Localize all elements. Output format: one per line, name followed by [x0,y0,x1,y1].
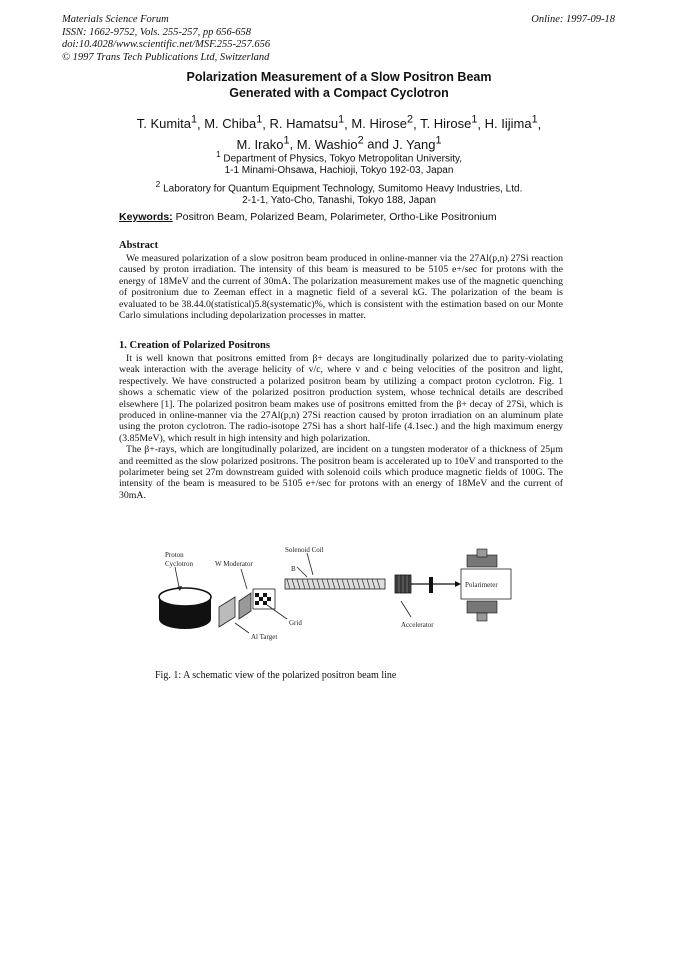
label-al-target: Al Target [251,633,278,641]
author: M. Hirose$^2$ [351,114,414,132]
abstract-heading: Abstract [119,240,159,251]
author: T. Kumita$^1$ [136,114,197,132]
journal-header [62,14,270,64]
beamline-figure [155,545,525,645]
section-1-paragraph-1: It is well known that positrons emitted from β+ decays are longitudinally polarized due to parity-violating weak interaction with the average helicity of v/c, where v and c being velocities of the positron and light, respectively. We have constructed a polarized positron beam by utilizing a compact proton cyclotron. Fig. 1 shows a schematic view of the polarized positron production system, whose technical details are described elsewhere [1]. The polarized positron beam makes use of positrons emitted from the β+ decay of 27Si, which is produced in online-manner via the 27Al(p,n) 27Si reaction caused by proton irradiation on an aluminum plate using the proton cyclotron. The radio-isotope 27Si has a short half-life (4.1sec.) and the high maximum energy (3.85MeV), which result in high intensity and high polarization. [119,353,563,444]
author: H. Iijima$^1$ [484,114,538,132]
author-list: T. Kumita$^1$, M. Chiba$^1$, R. Hamatsu$^1$, M. Hirose$^2$, T. Hirose$^1$, H. Iijima$^1$, M. Irako$^1$, M. Washio$^2$ and J. Yang$^1$ [136,114,542,152]
figure-caption: Fig. 1: A schematic view of the polarized positron beam line [155,670,397,681]
section-1-heading: 1. Creation of Polarized Positrons [119,340,270,351]
keywords-text: Positron Beam, Polarized Beam, Polarimeter, Ortho-Like Positronium [175,211,497,223]
cyclotron-icon [159,588,211,629]
label-solenoid-coil: Solenoid Coil [285,546,324,554]
label-grid: Grid [289,619,302,627]
abstract-body: We measured polarization of a slow positron beam produced in online-manner via the 27Al(p,n) 27Si reaction caused by proton irradiation. The intensity of this beam is measured to be 5105 e+/sec for protons with the energy of 18MeV and the current of 30mA. The polarization measurement makes use of the magnetic quenching of positronium due to Zeeman effect in a magnetic field of a several kG. The polarization of the beam is evaluated to be 38.44.0(statistical)5.8(systematic)%, which is consistent with the estimation based on our Monte Carlo simulations including depolarization processes in matter. [119,253,563,322]
keywords-label: Keywords: [119,211,173,223]
author: M. Chiba$^1$ [204,114,263,132]
label-accelerator: Accelerator [401,621,434,629]
author: R. Hamatsu$^1$ [269,114,345,132]
label-b-field: B [291,565,296,573]
accelerator-icon [395,575,411,593]
author: M. Irako$^1$ [236,134,290,152]
keywords [119,211,497,223]
doi[interactable]: doi:10.4028/www.scientific.net/MSF.255-257.656 [62,39,271,50]
label-w-moderator: W Moderator [215,560,253,568]
label-cyclotron: Cyclotron [165,560,193,568]
author: J. Yang$^1$ [392,134,442,152]
paper-title: Polarization Measurement of a Slow Positron Beam Generated with a Compact Cyclotron [186,70,492,100]
author: T. Hirose$^1$ [420,114,478,132]
affiliation-1: $^1$ Department of Physics, Tokyo Metropolitan University, 1-1 Minami-Ohsawa, Hachioji, Tokyo 192-03, Japan [215,149,463,177]
affiliation-2: $^2$ Laboratory for Quantum Equipment Technology, Sumitomo Heavy Industries, Ltd. 2-1-1, Yato-Cho, Tanashi, Tokyo 188, Japan [155,179,523,207]
issn: ISSN: 1662-9752, Vols. 255-257, pp 656-658 [62,26,251,38]
label-polarimeter: Polarimeter [465,581,498,589]
online-date: Online: 1997-09-18 [531,14,615,25]
grid-icon [253,589,275,609]
section-1-paragraph-2: The β+-rays, which are longitudinally polarized, are incident on a tungsten moderator of a thickness of 25μm and reemitted as the slow polarized positrons. The positron beam is accelerated up to 10eV and transported to the polarimeter being set 27m downstream guided with solenoid coils which produce magnetic fields of 100G. The intensity of the beam is measured to be 5105 e+/sec for protons with an energy of 18MeV and the current of 30mA. [119,444,563,501]
journal-name: Materials Science Forum [62,14,169,25]
author: M. Washio$^2$ [296,134,364,152]
moderator-icon [239,593,251,619]
copyright: © 1997 Trans Tech Publications Ltd, Switzerland [62,51,270,63]
solenoid-coil-icon [285,579,385,589]
al-target-icon [219,597,235,627]
label-proton: Proton [165,551,184,559]
section-1-body [119,353,563,501]
